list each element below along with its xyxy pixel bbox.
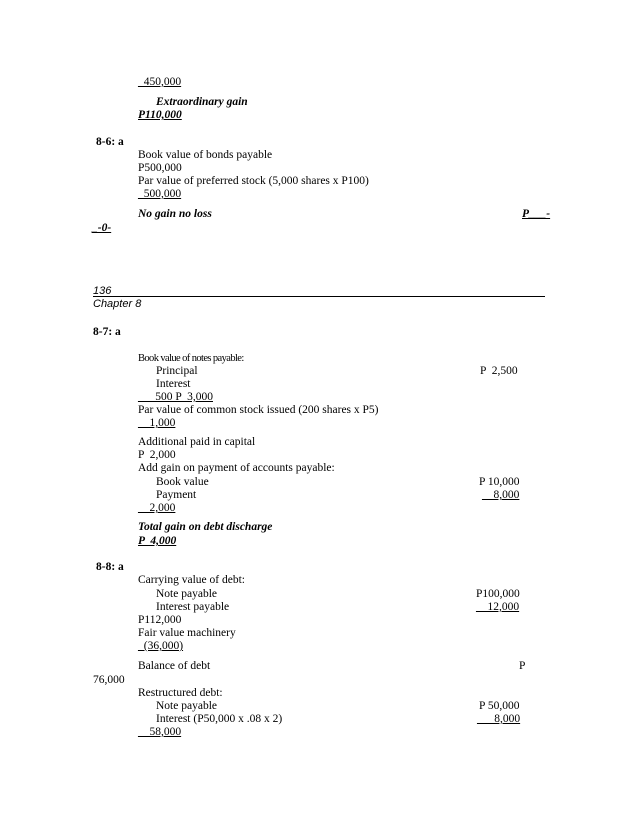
interest-value: ___500 P 3,000 — [138, 391, 213, 403]
principal-label: Principal — [156, 365, 198, 377]
common-par-value: __1,000 — [138, 417, 176, 429]
preferred-par-value: _500,000 — [138, 188, 182, 200]
problem-8-6-heading: 8-6: a — [96, 136, 124, 148]
carrying-subtotal: P112,000 — [138, 614, 182, 626]
chapter-title: Chapter 8 — [93, 298, 142, 310]
gain-subtotal: __2,000 — [138, 502, 176, 514]
total-gain-label: Total gain on debt discharge — [138, 521, 273, 533]
interest-payable-label: Interest payable — [156, 601, 230, 613]
restructured-note-value: P 50,000 — [479, 700, 520, 712]
restructured-total: __58,000 — [138, 726, 182, 738]
restructured-interest-value: ___8,000 — [477, 713, 521, 725]
bonds-book-value: P500,000 — [138, 162, 182, 174]
fair-value-value: _(36,000) — [138, 640, 184, 652]
interest-label: Interest — [156, 378, 191, 390]
extraordinary-gain-label: Extraordinary gain — [156, 96, 248, 108]
apic-label: Additional paid in capital — [138, 436, 256, 448]
restructured-note-label: Note payable — [156, 700, 217, 712]
restructured-interest-label: Interest (P50,000 x .08 x 2) — [156, 713, 283, 725]
carryover-amount: _450,000 — [138, 76, 182, 88]
carrying-value-label: Carrying value of debt: — [138, 574, 245, 586]
apic-value: P 2,000 — [138, 449, 176, 461]
book-value-label: Book value — [156, 476, 209, 488]
problem-8-7-heading: 8-7: a — [93, 326, 121, 338]
balance-debt-value: 76,000 — [93, 674, 125, 686]
interest-payable-value: __12,000 — [476, 601, 520, 613]
note-payable-label: Note payable — [156, 588, 217, 600]
fair-value-label: Fair value machinery — [138, 627, 236, 639]
balance-debt-currency: P — [519, 660, 526, 672]
problem-8-8-heading: 8-8: a — [96, 561, 124, 573]
notes-book-value-label: Book value of notes payable: — [138, 353, 244, 364]
total-gain-value: P 4,000 — [138, 535, 177, 547]
bonds-book-value-label: Book value of bonds payable — [138, 149, 273, 161]
preferred-par-label: Par value of preferred stock (5,000 shares x P100) — [138, 175, 369, 187]
no-gain-label: No gain no loss — [138, 208, 212, 220]
no-gain-right: P___- — [522, 208, 551, 220]
page-number: 136 — [93, 285, 112, 297]
payment-value: __8,000 — [482, 489, 520, 501]
extraordinary-gain-value: P110,000 — [138, 109, 182, 121]
no-gain-left: _-0- — [92, 222, 112, 234]
balance-debt-label: Balance of debt — [138, 660, 211, 672]
gain-accounts-payable-label: Add gain on payment of accounts payable: — [138, 462, 335, 474]
note-payable-value: P100,000 — [476, 588, 520, 600]
book-value-value: P 10,000 — [479, 476, 520, 488]
restructured-debt-label: Restructured debt: — [138, 687, 223, 699]
common-par-label: Par value of common stock issued (200 shares x P5) — [138, 404, 379, 416]
page-divider — [93, 296, 545, 297]
payment-label: Payment — [156, 489, 197, 501]
principal-value: P 2,500 — [480, 365, 518, 377]
